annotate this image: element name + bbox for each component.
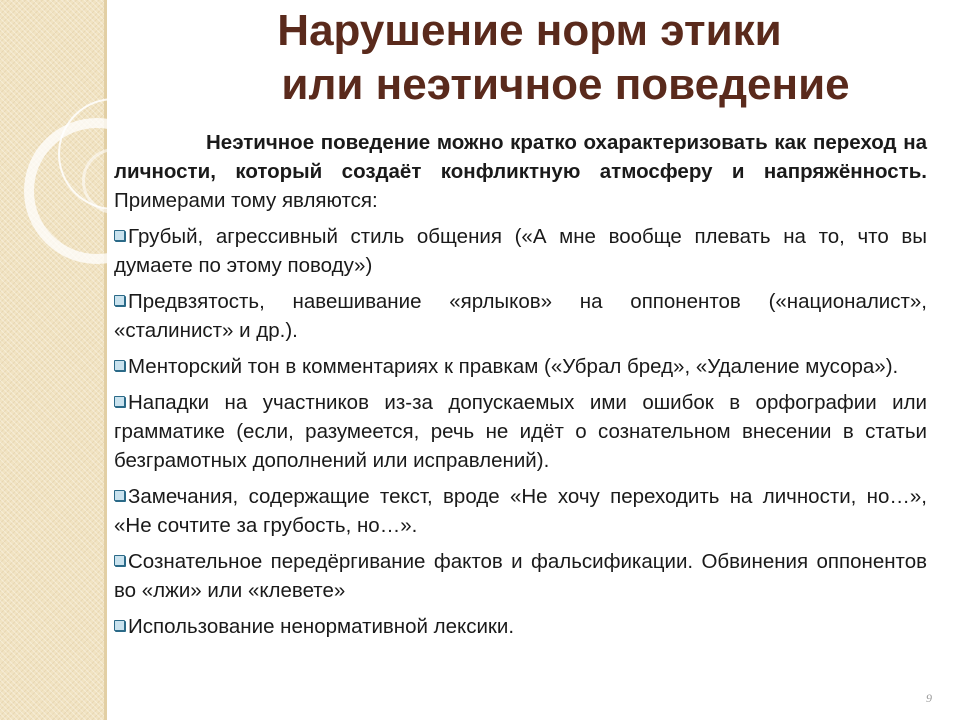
decorative-side-band [0, 0, 104, 720]
intro-rest-text: Примерами тому являются: [114, 189, 378, 212]
list-item [114, 388, 927, 475]
intro-bold-text: Неэтичное поведение можно кратко охарактеризовать как переход на личности, который создаёт конфликтную атмосферу и напряжённость. [114, 131, 927, 183]
side-band-edge [104, 0, 107, 720]
list-item-text: Менторский тон в комментариях к правкам («Убрал бред», «Удаление мусора»). [128, 355, 899, 378]
list-item [114, 612, 927, 641]
bullet-list [114, 222, 927, 641]
square-bullet-icon [114, 396, 125, 407]
square-bullet-icon [114, 295, 125, 306]
slide-title [112, 4, 947, 112]
title-line-2: или неэтичное поведение [281, 60, 850, 109]
square-bullet-icon [114, 555, 125, 566]
list-item-text: Замечания, содержащие текст, вроде «Не хочу переходить на личности, но…», «Не сочтите за грубость, но…». [114, 485, 927, 537]
list-item-text: Использование ненормативной лексики. [128, 615, 515, 638]
square-bullet-icon [114, 230, 125, 241]
square-bullet-icon [114, 620, 125, 631]
square-bullet-icon [114, 490, 125, 501]
list-item-text: Нападки на участников из-за допускаемых ими ошибок в орфографии или грамматике (если, разумеется, речь не идёт о сознательном внесении в статьи безграмотных дополнений или исправлений). [114, 391, 927, 472]
page-number: 9 [926, 691, 932, 705]
list-item-text: Сознательное передёргивание фактов и фальсификации. Обвинения оппонентов во «лжи» или «клевете» [114, 550, 927, 602]
list-item [114, 287, 927, 345]
square-bullet-icon [114, 360, 125, 371]
list-item [114, 222, 927, 280]
list-item [114, 547, 927, 605]
list-item-text: Предвзятость, навешивание «ярлыков» на оппонентов («националист», «сталинист» и др.). [114, 290, 927, 342]
intro-paragraph [114, 128, 927, 215]
list-item [114, 482, 927, 540]
list-item [114, 352, 927, 381]
slide-body [114, 128, 927, 648]
title-line-1: Нарушение норм этики [277, 6, 782, 55]
list-item-text: Грубый, агрессивный стиль общения («А мне вообще плевать на то, что вы думаете по этому поводу») [114, 225, 927, 277]
